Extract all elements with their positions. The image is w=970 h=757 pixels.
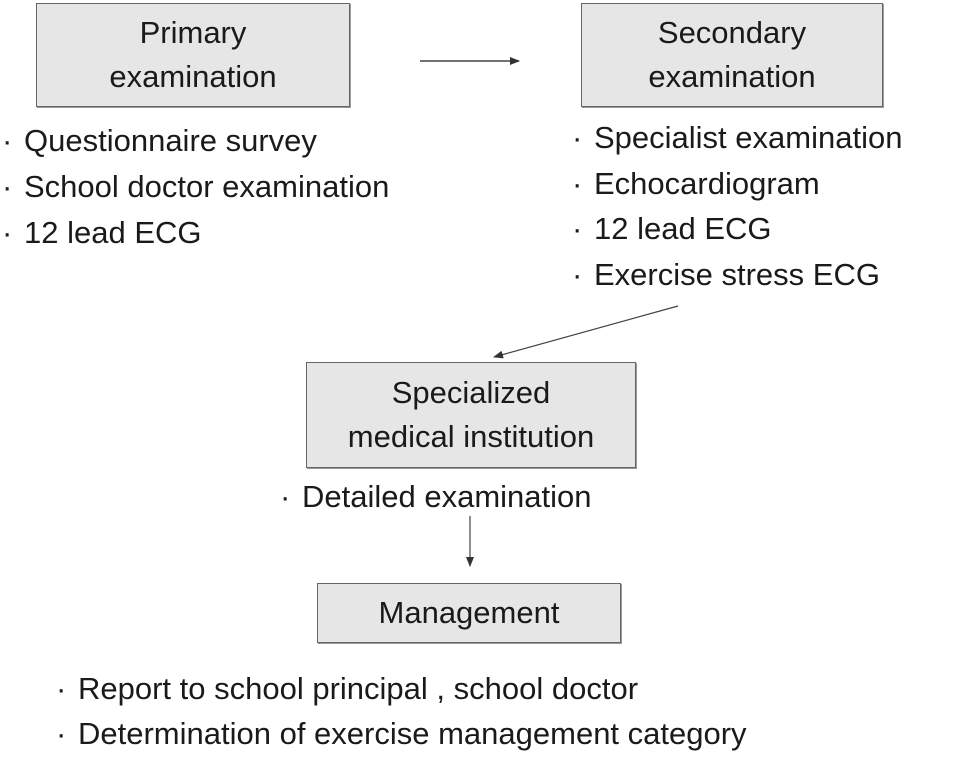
list-item: · Questionnaire survey: [2, 118, 389, 164]
primary-box-line2: examination: [109, 59, 277, 94]
secondary-box-line2: examination: [648, 59, 816, 94]
bullet-icon: ·: [2, 169, 13, 204]
specialized-list: [280, 474, 592, 520]
primary-examination-box: [36, 3, 350, 107]
management-box: [317, 583, 621, 643]
list-item: · Determination of exercise management category: [56, 711, 747, 756]
list-item: · Specialist examination: [572, 115, 902, 161]
specialized-box-line2: medical institution: [347, 419, 595, 454]
list-item: · Exercise stress ECG: [572, 252, 902, 298]
secondary-box-line1: Secondary: [657, 15, 807, 50]
bullet-icon: ·: [572, 165, 583, 201]
list-item: · Report to school principal , school doctor: [56, 666, 747, 711]
list-item: · 12 lead ECG: [2, 210, 389, 256]
arrow-secondary-to-specialized: [494, 306, 678, 357]
primary-examination-list: [2, 118, 389, 256]
bullet-icon: ·: [2, 215, 13, 250]
bullet-icon: ·: [572, 120, 583, 155]
secondary-examination-box: [581, 3, 883, 107]
bullet-icon: ·: [56, 716, 67, 751]
list-item: · School doctor examination: [2, 164, 389, 210]
bullet-icon: ·: [2, 123, 13, 158]
bullet-icon: ·: [280, 479, 291, 514]
management-box-label: Management: [378, 595, 560, 630]
management-list: [56, 666, 747, 756]
list-item: · Detailed examination: [280, 474, 592, 520]
list-item: · 12 lead ECG: [572, 206, 902, 252]
primary-box-line1: Primary: [139, 15, 247, 50]
bullet-icon: ·: [572, 211, 583, 246]
specialized-box-line1: Specialized: [391, 375, 551, 410]
bullet-icon: ·: [572, 256, 583, 292]
specialized-medical-institution-box: [306, 362, 636, 468]
bullet-icon: ·: [56, 671, 67, 706]
secondary-examination-list: [572, 115, 902, 297]
list-item: · Echocardiogram: [572, 161, 902, 207]
